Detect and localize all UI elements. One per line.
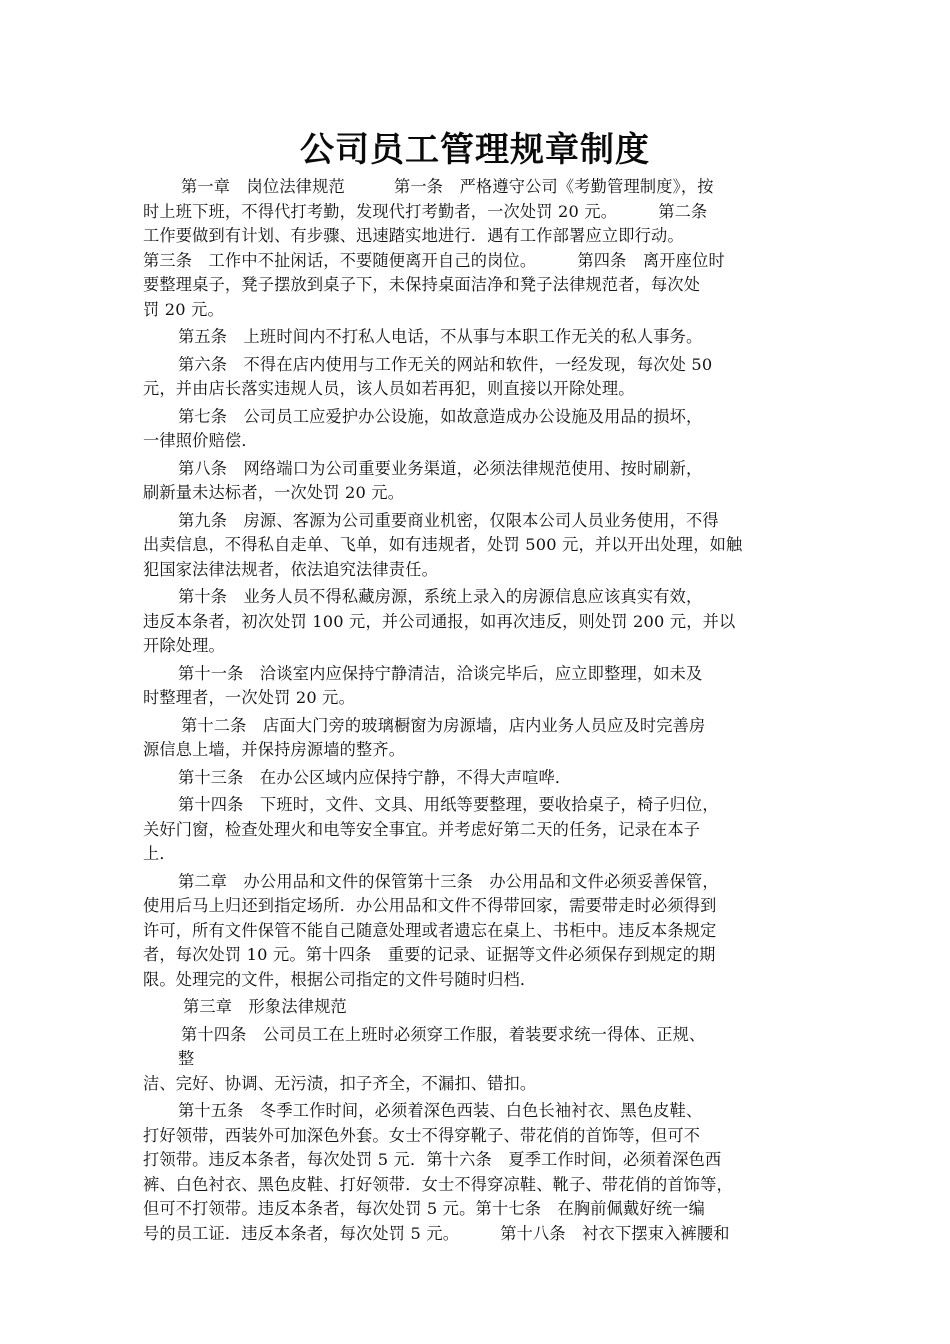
text-line: 裤、白色衬衣、黑色皮鞋、打好领带．女士不得穿凉鞋、靴子、带花俏的首饰等， — [143, 1174, 733, 1194]
text-line: 使用后马上归还到指定场所．办公用品和文件不得带回家，需要带走时必须得到 — [143, 896, 717, 915]
text-line: 时上班下班，不得代打考勤，发现代打考勤者，一次处罚 20 元。 第二条 — [143, 201, 708, 221]
text-line: 第二章 办公用品和文件的保管第十三条 办公用品和文件必须妥善保管， — [178, 871, 719, 891]
text-line: 出卖信息，不得私自走单、飞单，如有违规者，处罚 500 元，并以开出处理，如触 — [143, 535, 743, 554]
text-line: 第六条 不得在店内使用与工作无关的网站和软件，一经发现，每次处 50 — [178, 354, 713, 374]
text-line: 整 — [178, 1049, 195, 1068]
text-line: 第十一条 洽谈室内应保持宁静清洁，洽谈完毕后，应立即整理，如未及 — [178, 663, 703, 683]
text-line: 犯国家法律法规者，依法追究法律责任。 — [143, 559, 438, 579]
text-line: 罚 20 元。 — [143, 299, 224, 319]
text-line: 许可，所有文件保管不能自己随意处理或者遗忘在桌上、书柜中。违反本条规定 — [143, 920, 717, 940]
text-line: 但可不打领带。违反本条者，每次处罚 5 元。第十七条 在胸前佩戴好统一编 — [143, 1199, 705, 1218]
text-line: 打好领带，西装外可加深色外套。女士不得穿靴子、带花俏的首饰等，但可不 — [143, 1125, 701, 1145]
text-line: 第一章 岗位法律规范 第一条 严格遵守公司《考勤管理制度》，按 — [181, 177, 714, 196]
text-line: 第十五条 冬季工作时间，必须着深色西装、白色长袖衬衣、黑色皮鞋、 — [178, 1101, 703, 1120]
text-line: 第十条 业务人员不得私藏房源，系统上录入的房源信息应该真实有效， — [178, 587, 703, 606]
text-line: 第八条 网络端口为公司重要业务渠道，必须法律规范使用、按时刷新， — [178, 458, 703, 478]
text-line: 者，每次处罚 10 元。第十四条 重要的记录、证据等文件必须保存到规定的期 — [143, 945, 716, 964]
document-title: 公司员工管理规章制度 — [300, 130, 650, 170]
text-line: 时整理者，一次处罚 20 元。 — [143, 688, 355, 707]
text-line: 第七条 公司员工应爱护办公设施，如故意造成办公设施及用品的损坏， — [178, 406, 703, 426]
text-line: 第十三条 在办公区域内应保持宁静，不得大声喧哗． — [178, 767, 572, 787]
text-line: 开除处理。 — [143, 636, 225, 655]
text-line: 第九条 房源、客源为公司重要商业机密，仅限本公司人员业务使用，不得 — [178, 510, 719, 530]
text-line: 第三章 形象法律规范 — [183, 997, 347, 1016]
text-line: 第十四条 下班时，文件、文具、用纸等要整理，要收拾桌子，椅子归位， — [178, 795, 719, 814]
text-line: 刷新量未达标者，一次处罚 20 元。 — [143, 483, 405, 502]
text-line: 关好门窗，检查处理火和电等安全事宜。并考虑好第二天的任务，记录在本子 — [143, 819, 701, 839]
text-line: 第三条 工作中不扯闲话，不要随便离开自己的岗位。 第四条 离开座位时 — [143, 250, 725, 270]
text-line: 元，并由店长落实违规人员，该人员如若再犯，则直接以开除处理。 — [143, 379, 635, 398]
text-line: 洁、完好、协调、无污渍，扣子齐全，不漏扣、错扣。 — [143, 1073, 537, 1093]
text-line: 第十二条 店面大门旁的玻璃橱窗为房源墙，店内业务人员应及时完善房 — [181, 715, 706, 735]
text-line: 上． — [143, 844, 176, 863]
text-line: 一律照价赔偿． — [143, 431, 258, 450]
text-line: 号的员工证．违反本条者，每次处罚 5 元。 第十八条 衬衣下摆束入裤腰和 — [143, 1223, 730, 1243]
text-line: 源信息上墙，并保持房源墙的整齐。 — [143, 740, 406, 759]
text-line: 工作要做到有计划、有步骤、迅速踏实地进行．遇有工作部署应立即行动。 — [143, 226, 684, 245]
text-line: 第五条 上班时间内不打私人电话，不从事与本职工作无关的私人事务。 — [178, 327, 703, 346]
document-body — [143, 175, 813, 1271]
text-line — [143, 1246, 813, 1271]
text-line: 第十四条 公司员工在上班时必须穿工作服，着装要求统一得体、正规、 — [181, 1024, 706, 1044]
text-line: 限。处理完的文件，根据公司指定的文件号随时归档． — [143, 969, 537, 989]
text-line: 违反本条者，初次处罚 100 元，并公司通报，如再次违反，则处罚 200 元，并以 — [143, 611, 736, 631]
text-line: 要整理桌子，凳子摆放到桌子下，未保持桌面洁净和凳子法律规范者，每次处 — [143, 275, 701, 294]
text-line: 打领带。违反本条者，每次处罚 5 元．第十六条 夏季工作时间，必须着深色西 — [143, 1150, 722, 1169]
